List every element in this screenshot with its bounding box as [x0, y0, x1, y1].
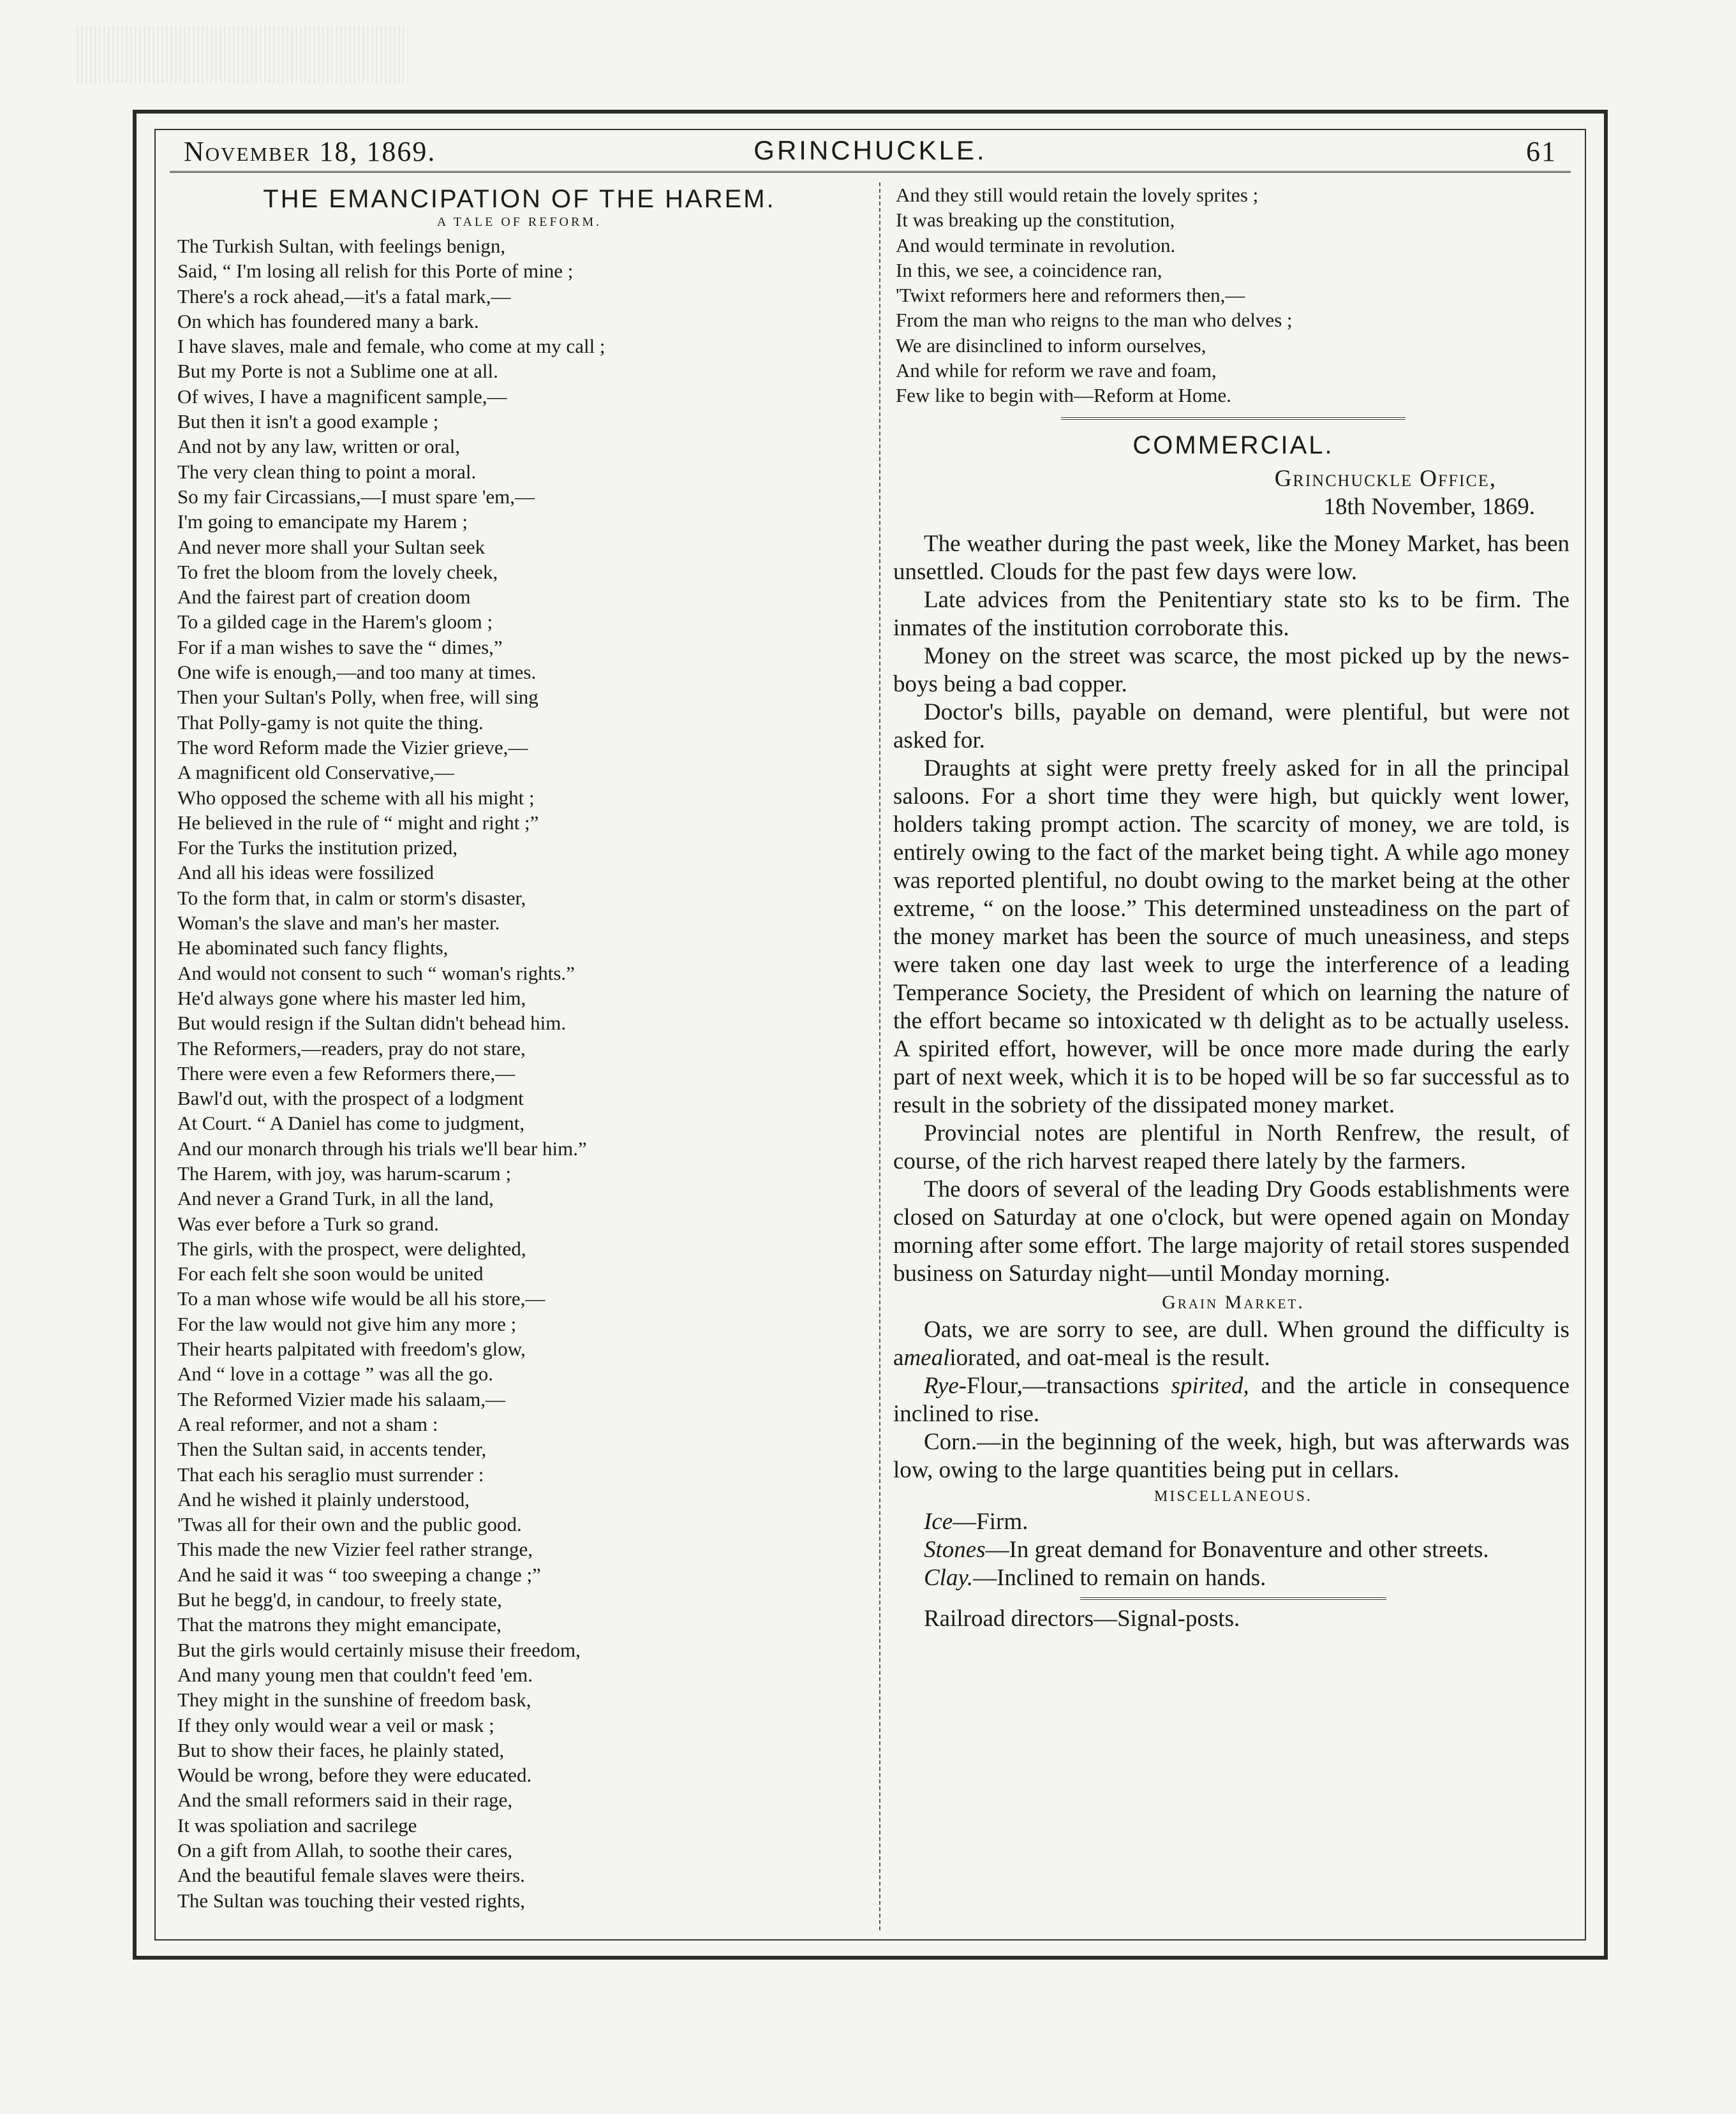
poem-line: But my Porte is not a Sublime one at all.: [177, 360, 498, 383]
poem-line: And our monarch through his trials we'll bear him.”: [177, 1137, 587, 1160]
page-frame: [133, 110, 1608, 1960]
poem-line: But he begg'd, in candour, to freely state,: [177, 1588, 502, 1611]
header-title: GRINCHUCKLE.: [753, 135, 987, 165]
poem-line: And never more shall your Sultan seek: [177, 535, 486, 558]
poem-line: But then it isn't a good example ;: [177, 410, 439, 433]
poem-line: For if a man wishes to save the “ dimes,”: [177, 635, 503, 658]
poem-line: Then the Sultan said, in accents tender,: [177, 1438, 487, 1461]
poem-line: And they still would retain the lovely sprites ;: [896, 184, 1259, 206]
commercial-paragraphs: [893, 530, 1573, 1288]
poem-line: For each felt she soon would be united: [177, 1262, 484, 1285]
poem-line: He believed in the rule of “ might and right ;”: [177, 811, 539, 834]
poem-line: And he wished it plainly understood,: [177, 1488, 470, 1511]
poem-line: And the beautiful female slaves were theirs.: [177, 1864, 525, 1887]
poem-line: There were even a few Reformers there,—: [177, 1061, 516, 1084]
poem-line: It was breaking up the constitution,: [896, 209, 1175, 232]
commercial-paragraph: Money on the street was scarce, the most picked up by the news-boys being a bad copper.: [893, 642, 1569, 697]
poem-line: For the law would not give him any more ;: [177, 1312, 517, 1335]
poem-line: For the Turks the institution prized,: [177, 836, 458, 859]
poem-line: The girls, with the prospect, were delighted,: [177, 1237, 526, 1260]
poem-line: So my fair Circassians,—I must spare 'em,—: [177, 485, 535, 508]
poem-line: That Polly-gamy is not quite the thing.: [177, 711, 484, 734]
poem-line: And he said it was “ too sweeping a change ;”: [177, 1563, 541, 1586]
poem-line: And many young men that couldn't feed 'em.: [177, 1663, 533, 1686]
poem-subtitle: A TALE OF REFORM.: [436, 215, 602, 229]
poem-line: But the girls would certainly misuse their freedom,: [177, 1638, 581, 1661]
poem-line: It was spoliation and sacrilege: [177, 1814, 417, 1837]
poem-line: One wife is enough,—and too many at times.: [177, 661, 537, 684]
grain-market-heading: Grain Market.: [1162, 1291, 1305, 1313]
poem-line: And would not consent to such “ woman's rights.”: [177, 961, 575, 984]
misc-stones: Stones—In great demand for Bonaventure and other streets.: [924, 1536, 1489, 1563]
poem-line: To fret the bloom from the lovely cheek,: [177, 560, 498, 583]
office-date: 18th November, 1869.: [1323, 493, 1535, 520]
poem-line: Of wives, I have a magnificent sample,—: [177, 385, 507, 408]
poem-line: Few like to begin with—Reform at Home.: [896, 384, 1232, 407]
poem-line: Who opposed the scheme with all his might ;: [177, 786, 535, 809]
poem-line: He abominated such fancy flights,: [177, 936, 449, 959]
poem-line: And the fairest part of creation doom: [177, 586, 471, 609]
header-date: November 18, 1869.: [184, 136, 436, 167]
column-divider: [879, 182, 880, 1930]
poem-line: There's a rock ahead,—it's a fatal mark,—: [177, 285, 511, 307]
poem-line: From the man who reigns to the man who delves ;: [896, 309, 1293, 332]
poem-line: The Harem, with joy, was harum-scarum ;: [177, 1162, 512, 1185]
poem-line: And “ love in a cottage ” was all the go.: [177, 1363, 493, 1386]
poem-line: In this, we see, a coincidence ran,: [896, 258, 1162, 281]
poem-line: Said, “ I'm losing all relish for this Porte of mine ;: [177, 260, 574, 283]
poem-line: But would resign if the Sultan didn't behead him.: [177, 1012, 567, 1035]
scan-artifact: [77, 26, 408, 83]
poem-line: That each his seraglio must surrender :: [177, 1463, 484, 1486]
poem-line: Bawl'd out, with the prospect of a lodgment: [177, 1087, 524, 1110]
poem-line: He'd always gone where his master led him,: [177, 986, 526, 1009]
misc-ice: Ice—Firm.: [924, 1508, 1028, 1535]
poem-line: Then your Sultan's Polly, when free, will sing: [177, 686, 538, 709]
grain-corn: Corn.—in the beginning of the week, high, but was afterwards was low, owing to the large quantities being put in cellars.: [893, 1428, 1569, 1483]
poem-line: Woman's the slave and man's her master.: [177, 912, 500, 935]
poem-line: On which has foundered many a bark.: [177, 309, 479, 332]
poem-line: And all his ideas were fossilized: [177, 861, 434, 884]
misc-clay: Clay.—Inclined to remain on hands.: [924, 1564, 1266, 1591]
poem-line: And the small reformers said in their rage,: [177, 1789, 513, 1812]
poem-line: If they only would wear a veil or mask ;: [177, 1713, 494, 1736]
poem-line: Would be wrong, before they were educated.: [177, 1764, 532, 1787]
commercial-paragraph: The doors of several of the leading Dry Goods establishments were closed on Saturday at one o'clock, but were opened again on Monday morning after some effort. The large majority of retail stores suspended business on Saturday night—until Monday morning.: [893, 1176, 1569, 1287]
poem-body-right: [893, 182, 1573, 408]
poem-line: The Reformed Vizier made his salaam,—: [177, 1387, 506, 1410]
commercial-paragraph: Doctor's bills, payable on demand, were plentiful, but were not asked for.: [893, 699, 1569, 753]
poem-line: 'Twixt reformers here and reformers then,—: [896, 284, 1245, 307]
grain-oats: Oats, we are sorry to see, are dull. When ground the difficulty is amealiorated, and oat-meal is the result.: [893, 1316, 1569, 1371]
commercial-paragraph: Provincial notes are plentiful in North Renfrew, the result, of course, of the rich harvest reaped there lately by the farmers.: [893, 1120, 1569, 1174]
poem-line: A real reformer, and not a sham :: [177, 1412, 438, 1435]
commercial-paragraph: Draughts at sight were pretty freely asked for in all the principal saloons. For a short time they were high, but quickly went lower, holders taking prompt action. The scarcity of money, we are told, is entirely owing to the fact of the market being tight. A while ago money was reported plentiful, no doubt owing to the market being at the other extreme, “ on the loose.” This determined unsteadiness on the part of the money market has been the source of much uneasiness, and steps were taken one day last week to urge the interference of a leading Temperance Society, the President of which on learning the nature of the effort became so intoxicated w th delight as to be actually useless. A spirited effort, however, will be once more made during the early part of next week, which it is to be hoped will be so far successful as to result in the sobriety of the dissipated money market.: [893, 755, 1569, 1118]
left-column: [168, 182, 870, 1913]
poem-line: I'm going to emancipate my Harem ;: [177, 510, 468, 533]
footer-joke: Railroad directors—Signal-posts.: [924, 1605, 1240, 1632]
poem-line: This made the new Vizier feel rather strange,: [177, 1538, 533, 1561]
poem-line: They might in the sunshine of freedom bask,: [177, 1689, 531, 1711]
poem-line: To the form that, in calm or storm's disaster,: [177, 886, 526, 909]
poem-line: A magnificent old Conservative,—: [177, 761, 454, 784]
page-header: [170, 130, 1571, 173]
poem-line: The very clean thing to point a moral.: [177, 460, 477, 483]
poem-line: To a gilded cage in the Harem's gloom ;: [177, 610, 493, 633]
poem-line: And never a Grand Turk, in all the land,: [177, 1187, 494, 1210]
poem-line: At Court. “ A Daniel has come to judgment,: [177, 1112, 525, 1135]
poem-line: And not by any law, written or oral,: [177, 435, 461, 458]
poem-body-left: [168, 233, 870, 1913]
commercial-paragraph: Late advices from the Penitentiary state sto ks to be firm. The inmates of the institution corroborate this.: [893, 586, 1569, 641]
section-rule: [1061, 417, 1406, 420]
poem-line: The word Reform made the Vizier grieve,—: [177, 735, 528, 758]
miscellaneous-heading: MISCELLANEOUS.: [1154, 1488, 1312, 1505]
poem-line: To a man whose wife would be all his store,—: [177, 1287, 545, 1310]
poem-line: On a gift from Allah, to soothe their cares,: [177, 1839, 513, 1861]
poem-line: The Turkish Sultan, with feelings benign,: [177, 235, 506, 257]
poem-line: We are disinclined to inform ourselves,: [896, 334, 1206, 357]
commercial-title: COMMERCIAL.: [1132, 431, 1334, 459]
footer-rule: [1080, 1597, 1386, 1600]
poem-line: Was ever before a Turk so grand.: [177, 1212, 439, 1235]
poem-line: But to show their faces, he plainly stated,: [177, 1738, 505, 1761]
page-inner-frame: [154, 129, 1586, 1940]
poem-line: I have slaves, male and female, who come at my call ;: [177, 335, 605, 358]
header-page-number: 61: [1526, 136, 1557, 167]
poem-line: The Sultan was touching their vested rights,: [177, 1889, 525, 1912]
right-column: [893, 182, 1573, 1633]
poem-line: And while for reform we rave and foam,: [896, 359, 1217, 382]
poem-title: THE EMANCIPATION OF THE HAREM.: [263, 185, 776, 213]
poem-line: That the matrons they might emancipate,: [177, 1613, 501, 1636]
poem-line: 'Twas all for their own and the public good.: [177, 1513, 522, 1536]
office-line: Grinchuckle Office,: [1274, 465, 1497, 492]
poem-line: Their hearts palpitated with freedom's glow,: [177, 1338, 526, 1361]
grain-rye: Rye-Flour,—transactions spirited, and the article in consequence inclined to rise.: [893, 1372, 1569, 1427]
commercial-paragraph: The weather during the past week, like the Money Market, has been unsettled. Clouds for the past few days were low.: [893, 530, 1569, 585]
poem-line: The Reformers,—readers, pray do not stare,: [177, 1037, 526, 1060]
poem-line: And would terminate in revolution.: [896, 233, 1176, 256]
